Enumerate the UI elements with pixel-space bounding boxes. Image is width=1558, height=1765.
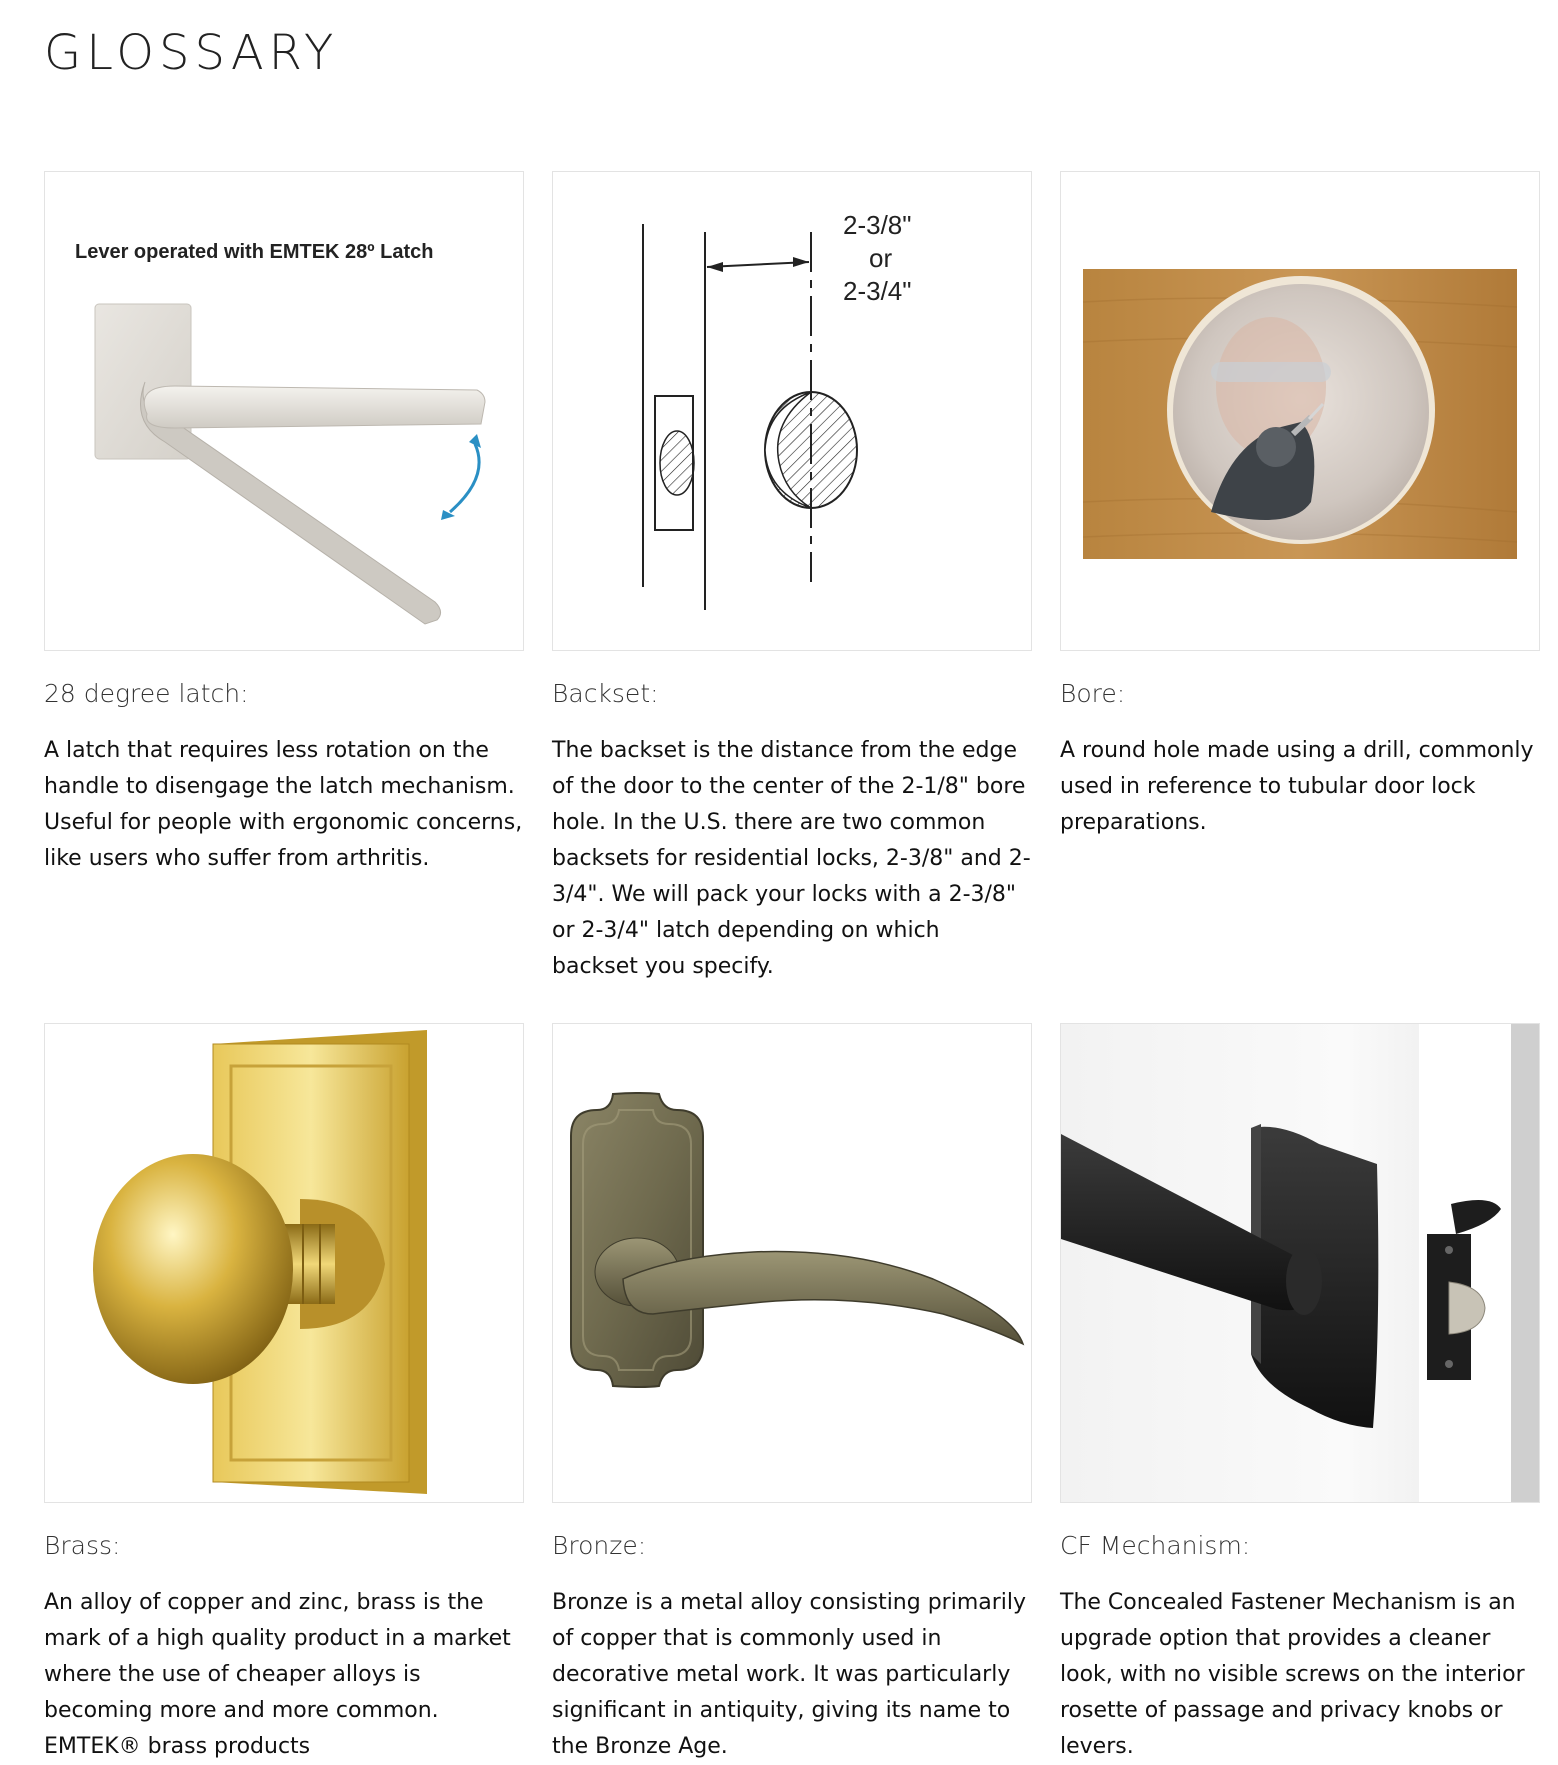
cf-mechanism-illustration <box>1061 1024 1539 1502</box>
term-title: Bronze: <box>552 1531 647 1560</box>
glossary-entry-28-degree-latch <box>44 171 524 877</box>
brass-knob-image <box>44 1023 524 1503</box>
term-description: A latch that requires less rotation on the handle to disengage the latch mechanism. Useful for people with ergonomic concerns, like users who suffer from arthritis. <box>44 738 523 871</box>
term-description: The backset is the distance from the edge of the door to the center of the 2-1/8" bore hole. In the U.S. there are two common backsets for residential locks, 2-3/8" and 2-3/4". We will pack your locks with a 2-3/8" or 2-3/4" latch depending on which backset you specify. <box>552 738 1031 979</box>
term-description: A round hole made using a drill, commonly used in reference to tubular door lock preparations. <box>1060 738 1534 835</box>
backset-diagram <box>553 172 1031 650</box>
glossary-entry-brass <box>44 1023 524 1765</box>
glossary-entry-bore <box>1060 171 1540 841</box>
brass-knob-illustration <box>45 1024 523 1502</box>
term-title: 28 degree latch: <box>44 679 249 708</box>
term-title: Brass: <box>44 1531 121 1560</box>
backset-label-or: or <box>869 243 893 273</box>
term-description: Bronze is a metal alloy consisting primarily of copper that is commonly used in decorative metal work. It was particularly significant in antiquity, giving its name to the Bronze Age. <box>552 1590 1027 1759</box>
latch-image-caption: Lever operated with EMTEK 28º Latch <box>75 241 434 263</box>
glossary-entry-backset <box>552 171 1032 985</box>
lever-illustration <box>45 172 523 650</box>
latch-lever-image <box>44 171 524 651</box>
page-title: GLOSSARY <box>44 25 339 81</box>
backset-label-second: 2-3/4" <box>843 276 912 306</box>
glossary-entry-cf-mechanism <box>1060 1023 1540 1765</box>
term-title: Bore: <box>1060 679 1126 708</box>
backset-diagram-image <box>552 171 1032 651</box>
term-title: Backset: <box>552 679 659 708</box>
cf-mechanism-image <box>1060 1023 1540 1503</box>
backset-label-first: 2-3/8" <box>843 210 912 240</box>
bronze-lever-illustration <box>553 1024 1031 1502</box>
glossary-entry-bronze <box>552 1023 1032 1765</box>
bore-hole-image <box>1060 171 1540 651</box>
bronze-lever-image <box>552 1023 1032 1503</box>
bore-photo <box>1061 172 1539 650</box>
term-title: CF Mechanism: <box>1060 1531 1251 1560</box>
term-description: The Concealed Fastener Mechanism is an upgrade option that provides a cleaner look, with no visible screws on the interior rosette of passage and privacy knobs or levers. <box>1060 1590 1525 1759</box>
term-description: An alloy of copper and zinc, brass is the mark of a high quality product in a market where the use of cheaper alloys is becoming more and more common. EMTEK® brass products <box>44 1590 511 1759</box>
